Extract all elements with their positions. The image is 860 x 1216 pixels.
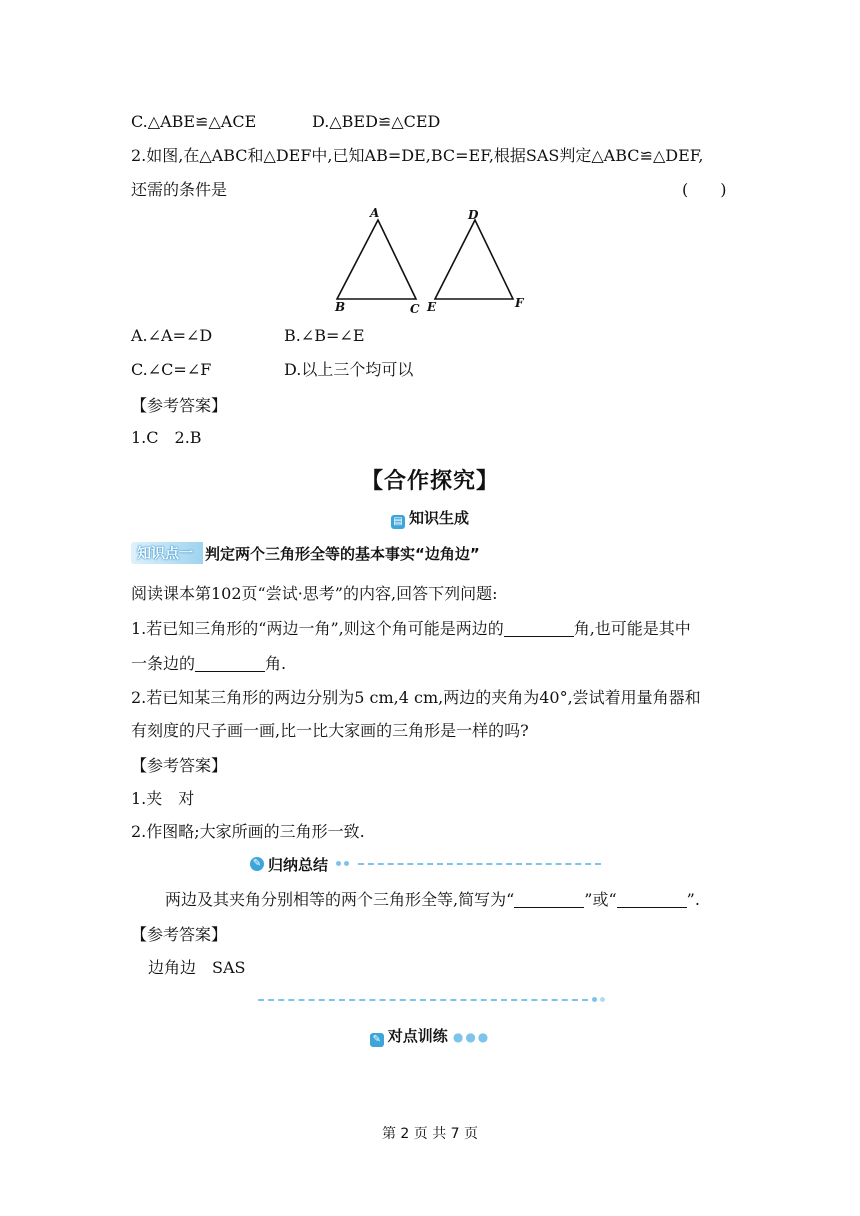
blank-field[interactable] xyxy=(504,620,574,637)
practice-label: 对点训练 xyxy=(387,1027,448,1045)
pencil-icon: ✎ xyxy=(250,857,264,871)
blank-field[interactable] xyxy=(195,655,265,672)
label-a: A xyxy=(370,206,380,220)
summary-label: 归纳总结 xyxy=(268,855,329,874)
blank-field[interactable] xyxy=(514,891,584,908)
q2-option-b: B.∠B=∠E xyxy=(284,326,365,345)
summary-text: 两边及其夹角分别相等的两个三角形全等,简写为“ ”或“ ”. xyxy=(165,890,700,909)
read-q1-line2: 一条边的 角. xyxy=(131,654,287,673)
blank-field[interactable] xyxy=(617,891,687,908)
practice-header: ✎ 对点训练 ●●● xyxy=(0,1025,860,1047)
q2-stem-line2: 还需的条件是 xyxy=(131,180,228,199)
answer-text: 1.C 2.B xyxy=(131,428,202,447)
label-b: B xyxy=(335,300,346,314)
label-c: C xyxy=(410,302,420,316)
q2-option-a: A.∠A=∠D xyxy=(131,326,213,345)
q2-option-d: D.以上三个均可以 xyxy=(284,360,414,379)
knowledge-point-tag: 知识点一 xyxy=(131,542,203,564)
label-d: D xyxy=(468,208,479,222)
read-q2-line2: 有刻度的尺子画一画,比一比大家画的三角形是一样的吗? xyxy=(131,721,529,740)
knowledge-gen-header xyxy=(0,507,860,529)
read-q2-line1: 2.若已知某三角形的两边分别为5 cm,4 cm,两边的夹角为40°,尝试着用量角器和 xyxy=(131,688,701,707)
section-title: 【合作探究】 xyxy=(360,468,499,494)
answer-heading: 【参考答案】 xyxy=(131,925,228,944)
knowledge-point-title: 判定两个三角形全等的基本事实“边角边” xyxy=(205,544,480,563)
knowledge-point xyxy=(131,542,480,564)
page-footer: 第 2 页 共 7 页 xyxy=(381,1126,479,1142)
summary-header xyxy=(250,854,328,874)
q2-stem-line1: 2.如图,在△ABC和△DEF中,已知AB=DE,BC=EF,根据SAS判定△ABC≌△DEF, xyxy=(131,146,704,165)
q2-option-c: C.∠C=∠F xyxy=(131,360,212,379)
answer-heading: 【参考答案】 xyxy=(131,396,228,415)
answer-line: 1.夹 对 xyxy=(131,789,195,808)
label-f: F xyxy=(515,296,524,310)
triangles-figure xyxy=(325,205,535,317)
q1-option-c: C.△ABE≌△ACE xyxy=(131,112,257,131)
read-intro: 阅读课本第102页“尝试·思考”的内容,回答下列问题: xyxy=(131,584,498,603)
edit-icon: ✎ xyxy=(370,1033,384,1047)
knowledge-gen-label: 知识生成 xyxy=(408,509,469,527)
book-icon: ▤ xyxy=(391,515,405,529)
label-e: E xyxy=(427,300,437,314)
answer-text: 边角边 SAS xyxy=(148,958,246,977)
answer-heading: 【参考答案】 xyxy=(131,756,228,775)
q1-option-d: D.△BED≌△CED xyxy=(312,112,441,131)
answer-line: 2.作图略;大家所画的三角形一致. xyxy=(131,822,365,841)
q2-answer-paren: ( ) xyxy=(682,180,727,199)
read-q1-line1: 1.若已知三角形的“两边一角”,则这个角可能是两边的 角,也可能是其中 xyxy=(131,619,691,638)
